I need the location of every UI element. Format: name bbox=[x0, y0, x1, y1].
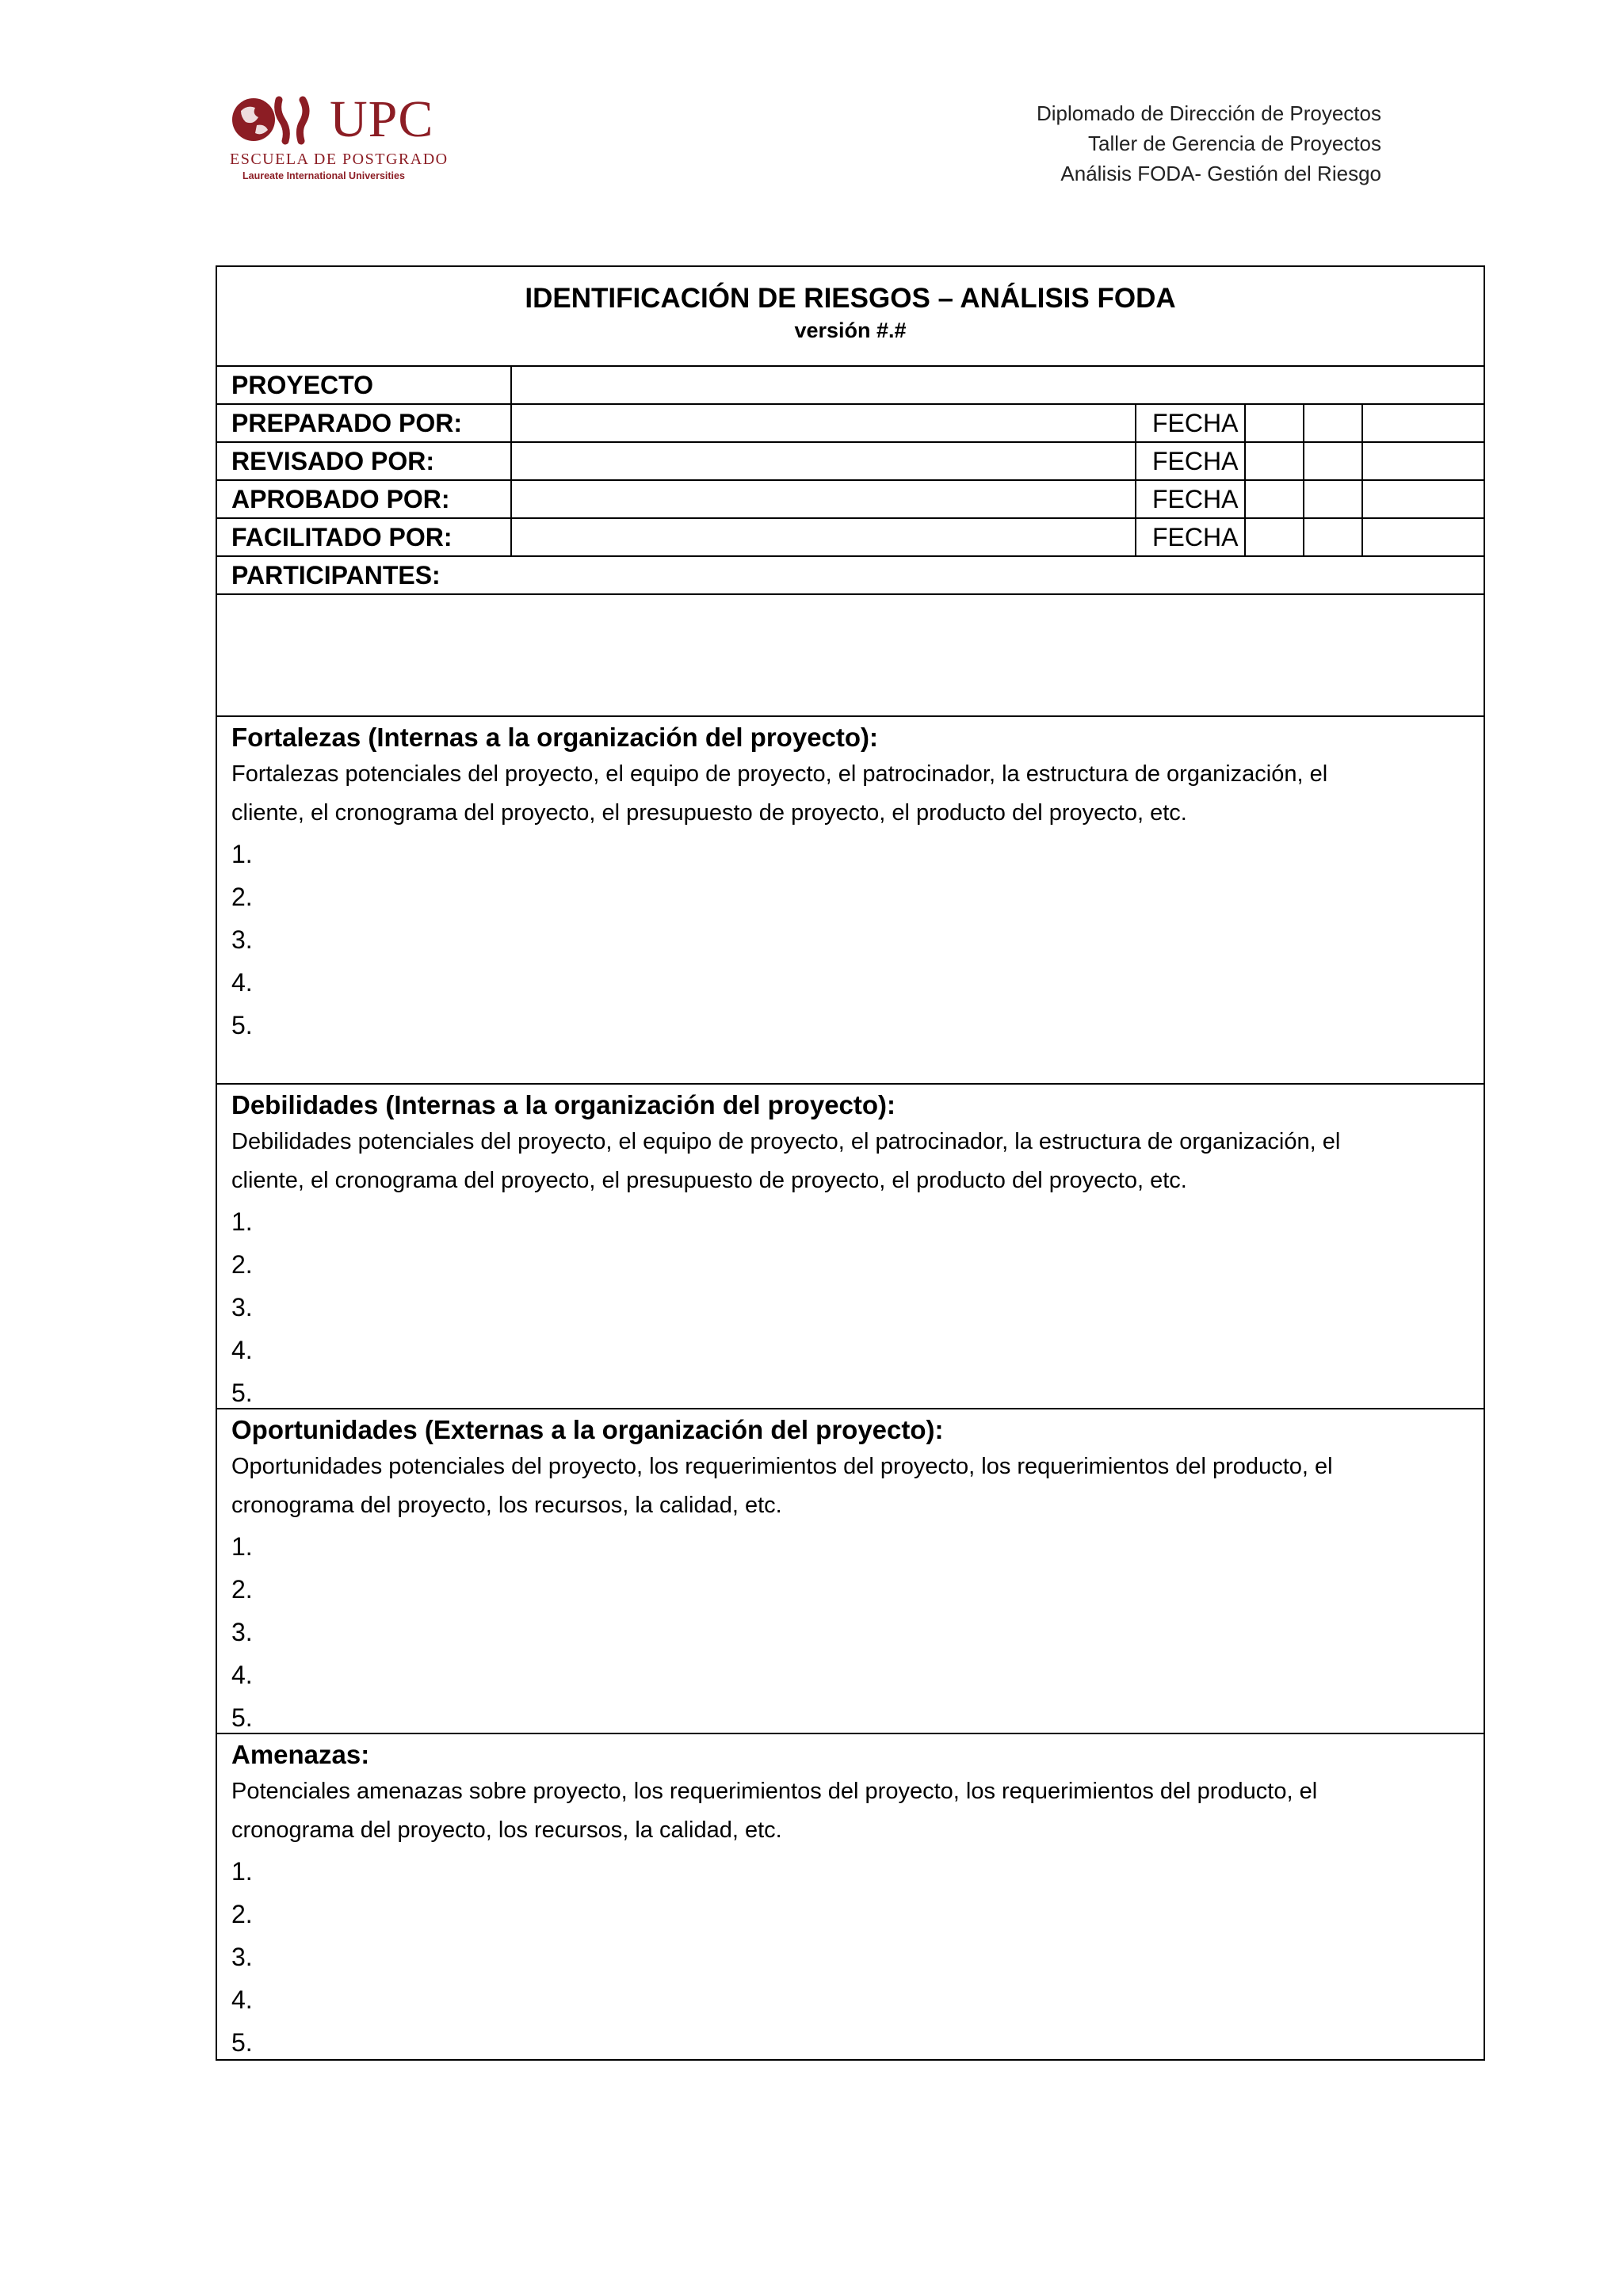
debilidades-list[interactable] bbox=[231, 1200, 1460, 1414]
fecha-year-field[interactable] bbox=[1363, 481, 1484, 517]
list-item[interactable]: 4. bbox=[231, 1661, 253, 1689]
list-item[interactable]: 1. bbox=[231, 1532, 253, 1561]
logo-school-name: ESCUELA DE POSTGRADO bbox=[230, 151, 449, 168]
fecha-month-field[interactable] bbox=[1304, 405, 1363, 441]
revisado-field[interactable] bbox=[512, 443, 1136, 479]
debilidades-desc-line: Debilidades potenciales del proyecto, el equipo de proyecto, el patrocinador, la estructura de organización, el bbox=[231, 1129, 1341, 1154]
fecha-month-field[interactable] bbox=[1304, 443, 1363, 479]
list-item[interactable]: 3. bbox=[231, 1293, 253, 1322]
list-item[interactable]: 1. bbox=[231, 1207, 253, 1236]
participantes-field[interactable] bbox=[217, 595, 1484, 717]
list-item[interactable]: 2. bbox=[231, 1900, 253, 1928]
list-item[interactable]: 2. bbox=[231, 883, 253, 911]
header-line-course: Diplomado de Dirección de Proyectos bbox=[1037, 101, 1381, 125]
row-preparado bbox=[217, 405, 1484, 443]
fecha-year-field[interactable] bbox=[1363, 443, 1484, 479]
list-item[interactable]: 5. bbox=[231, 1379, 253, 1407]
risk-identification-form bbox=[216, 265, 1485, 2061]
fecha-day-field[interactable] bbox=[1246, 481, 1304, 517]
aprobado-label: APROBADO POR: bbox=[217, 481, 512, 517]
fecha-label: FECHA bbox=[1136, 519, 1246, 555]
list-item[interactable]: 1. bbox=[231, 1857, 253, 1886]
facilitado-label: FACILITADO POR: bbox=[217, 519, 512, 555]
document-header-info bbox=[1037, 98, 1381, 189]
header-line-workshop: Taller de Gerencia de Proyectos bbox=[1088, 132, 1381, 155]
list-item[interactable]: 2. bbox=[231, 1250, 253, 1279]
fecha-day-field[interactable] bbox=[1246, 519, 1304, 555]
amenazas-description bbox=[231, 1772, 1460, 1850]
list-item[interactable]: 5. bbox=[231, 2028, 253, 2057]
oportunidades-title: Oportunidades (Externas a la organización del proyecto): bbox=[231, 1415, 944, 1444]
list-item[interactable]: 1. bbox=[231, 840, 253, 868]
list-item[interactable]: 3. bbox=[231, 925, 253, 954]
fecha-day-field[interactable] bbox=[1246, 443, 1304, 479]
debilidades-title: Debilidades (Internas a la organización del proyecto): bbox=[231, 1090, 896, 1119]
list-item[interactable]: 5. bbox=[231, 1703, 253, 1732]
amenazas-title: Amenazas: bbox=[231, 1740, 370, 1769]
list-item[interactable]: 4. bbox=[231, 1336, 253, 1364]
amenazas-list[interactable] bbox=[231, 1850, 1460, 2064]
debilidades-description bbox=[231, 1123, 1460, 1200]
fecha-label: FECHA bbox=[1136, 405, 1246, 441]
list-item[interactable]: 2. bbox=[231, 1575, 253, 1604]
form-version: versión #.# bbox=[794, 318, 907, 342]
section-debilidades bbox=[217, 1085, 1484, 1409]
row-participantes bbox=[217, 557, 1484, 595]
oportunidades-list[interactable] bbox=[231, 1525, 1460, 1739]
section-oportunidades bbox=[217, 1409, 1484, 1734]
preparado-label: PREPARADO POR: bbox=[217, 405, 512, 441]
oportunidades-description bbox=[231, 1447, 1460, 1525]
debilidades-desc-line: cliente, el cronograma del proyecto, el presupuesto de proyecto, el producto del proyecto, etc. bbox=[231, 1168, 1187, 1193]
list-item[interactable]: 4. bbox=[231, 968, 253, 997]
fortalezas-description bbox=[231, 755, 1460, 833]
proyecto-field[interactable] bbox=[512, 367, 1484, 403]
fortalezas-list[interactable] bbox=[231, 833, 1460, 1047]
fecha-label: FECHA bbox=[1136, 443, 1246, 479]
row-revisado bbox=[217, 443, 1484, 481]
fecha-year-field[interactable] bbox=[1363, 519, 1484, 555]
list-item[interactable]: 3. bbox=[231, 1943, 253, 1971]
amenazas-desc-line: cronograma del proyecto, los recursos, la calidad, etc. bbox=[231, 1817, 782, 1843]
row-aprobado bbox=[217, 481, 1484, 519]
form-title: IDENTIFICACIÓN DE RIESGOS – ANÁLISIS FODA bbox=[525, 283, 1176, 314]
logo-tagline: Laureate International Universities bbox=[242, 170, 405, 181]
proyecto-label: PROYECTO bbox=[217, 367, 512, 403]
form-title-block bbox=[217, 267, 1484, 367]
aprobado-field[interactable] bbox=[512, 481, 1136, 517]
list-item[interactable]: 5. bbox=[231, 1011, 253, 1039]
list-item[interactable]: 3. bbox=[231, 1618, 253, 1646]
participantes-label: PARTICIPANTES: bbox=[231, 561, 441, 589]
section-fortalezas bbox=[217, 717, 1484, 1085]
row-proyecto bbox=[217, 367, 1484, 405]
fecha-day-field[interactable] bbox=[1246, 405, 1304, 441]
revisado-label: REVISADO POR: bbox=[217, 443, 512, 479]
fortalezas-desc-line: cliente, el cronograma del proyecto, el presupuesto de proyecto, el producto del proyecto, etc. bbox=[231, 800, 1187, 826]
row-facilitado bbox=[217, 519, 1484, 557]
oportunidades-desc-line: cronograma del proyecto, los recursos, la calidad, etc. bbox=[231, 1493, 782, 1518]
header-line-topic: Análisis FODA- Gestión del Riesgo bbox=[1060, 162, 1381, 185]
amenazas-desc-line: Potenciales amenazas sobre proyecto, los requerimientos del proyecto, los requerimientos del producto, el bbox=[231, 1779, 1318, 1804]
fortalezas-title: Fortalezas (Internas a la organización del proyecto): bbox=[231, 723, 879, 752]
preparado-field[interactable] bbox=[512, 405, 1136, 441]
upc-logo bbox=[230, 90, 452, 195]
facilitado-field[interactable] bbox=[512, 519, 1136, 555]
logo-wordmark: UPC bbox=[330, 90, 434, 148]
list-item[interactable]: 4. bbox=[231, 1985, 253, 2014]
fecha-year-field[interactable] bbox=[1363, 405, 1484, 441]
section-amenazas bbox=[217, 1734, 1484, 2059]
oportunidades-desc-line: Oportunidades potenciales del proyecto, los requerimientos del proyecto, los requerimientos del producto, el bbox=[231, 1454, 1333, 1479]
fecha-month-field[interactable] bbox=[1304, 519, 1363, 555]
fecha-month-field[interactable] bbox=[1304, 481, 1363, 517]
upc-emblem-icon bbox=[230, 93, 323, 146]
fortalezas-desc-line: Fortalezas potenciales del proyecto, el equipo de proyecto, el patrocinador, la estructura de organización, el bbox=[231, 761, 1328, 787]
fecha-label: FECHA bbox=[1136, 481, 1246, 517]
